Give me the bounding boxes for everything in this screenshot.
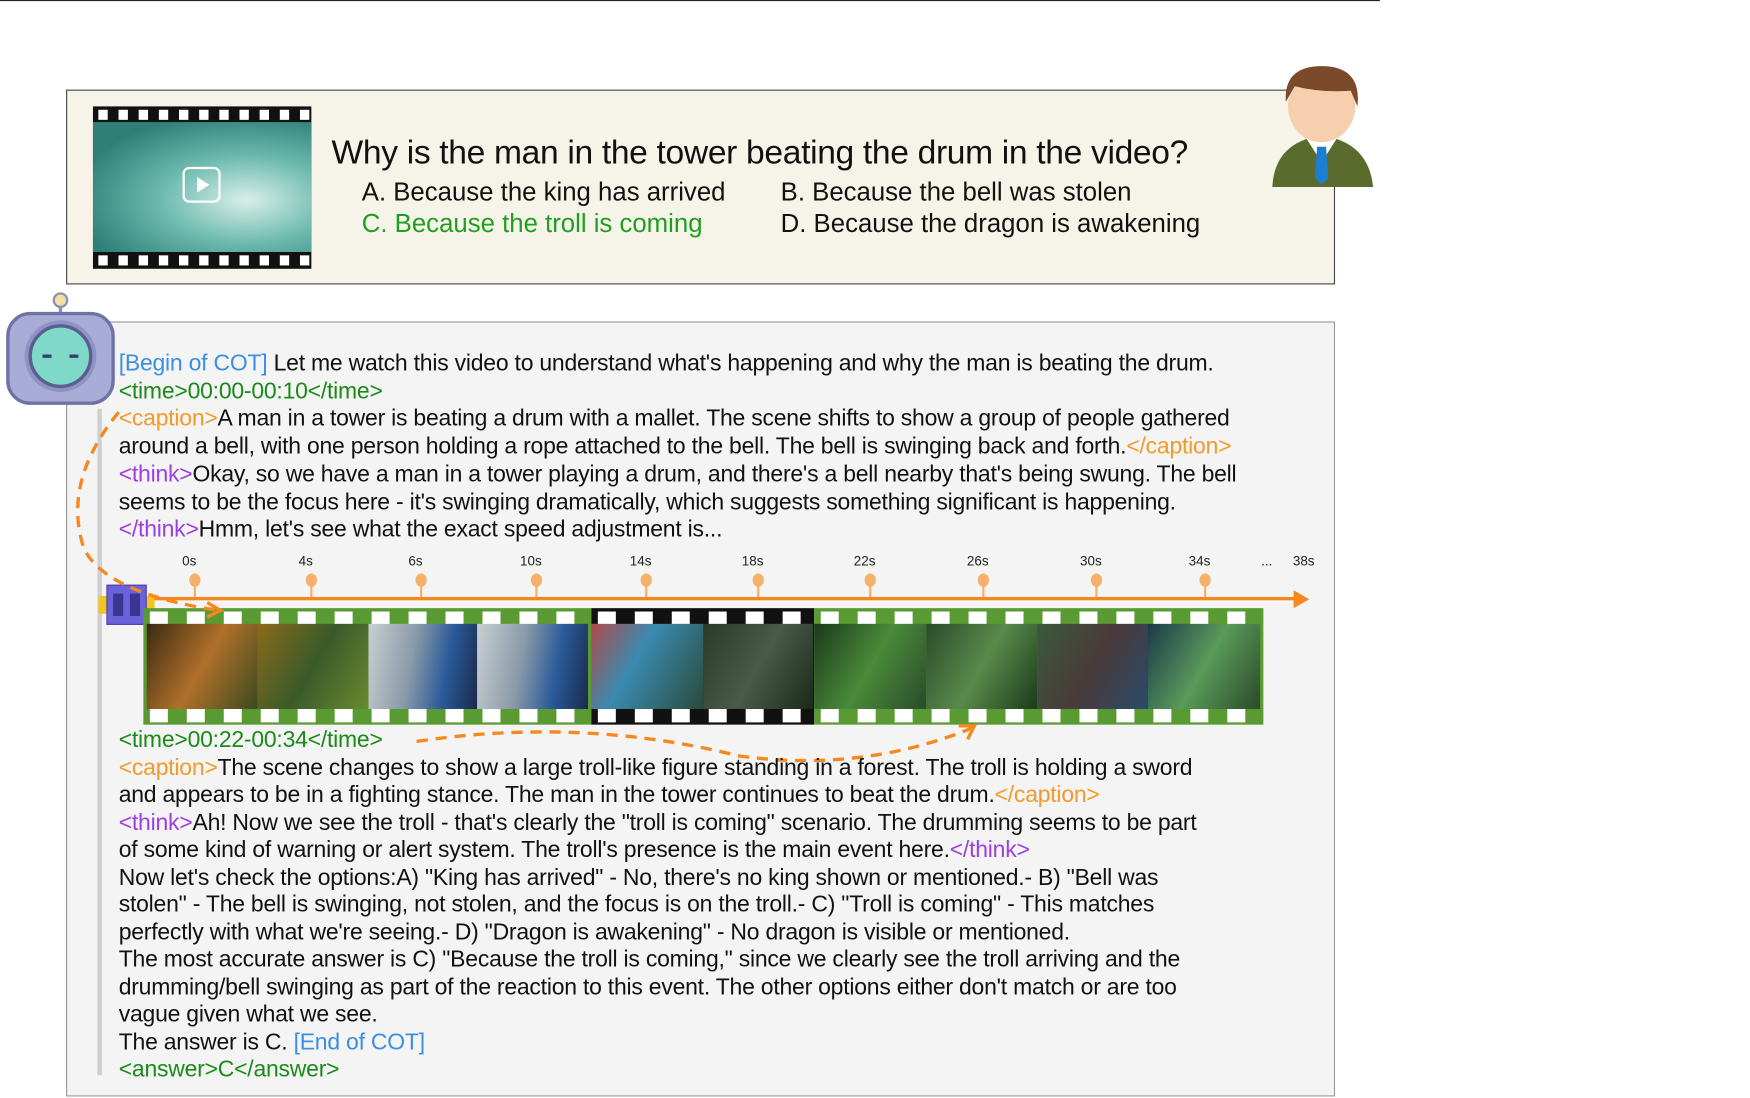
text-segment: seems to be the focus here - it's swinging dramatically, which suggests something significant is happening. bbox=[118, 488, 1176, 515]
timeline-pin-icon bbox=[757, 573, 759, 598]
text-segment: </think> bbox=[949, 836, 1030, 863]
question-text: Why is the man in the tower beating the drum in the video? bbox=[331, 134, 1188, 172]
text-segment: perfectly with what we're seeing.- D) "Dragon is awakening" - No dragon is visible or mentioned. bbox=[118, 918, 1070, 945]
video-frame bbox=[147, 624, 258, 709]
text-segment: <caption> bbox=[118, 754, 218, 781]
timeline-tick-label: 38s bbox=[1292, 553, 1315, 569]
film-holes bbox=[93, 110, 311, 120]
reasoning-line bbox=[119, 461, 1237, 488]
text-segment: <think> bbox=[118, 809, 193, 835]
text-segment: Ah! Now we see the troll - that's clearly the "troll is coming" scenario. The drumming seems to be part bbox=[192, 809, 1197, 835]
text-segment: [Begin of COT] bbox=[118, 350, 268, 377]
text-segment: and appears to be in a fighting stance. The man in the tower continues to beat the drum. bbox=[118, 781, 995, 808]
timeline-pin-icon bbox=[420, 573, 422, 598]
reasoning-line bbox=[119, 517, 723, 544]
timeline-axis bbox=[151, 597, 1296, 600]
text-segment: [End of COT] bbox=[293, 1028, 425, 1055]
reasoning-line bbox=[119, 378, 383, 405]
timeline-pin-icon bbox=[1204, 573, 1206, 598]
text-segment: </caption> bbox=[994, 781, 1100, 808]
timeline-tick-label: ... bbox=[1261, 553, 1273, 569]
reasoning-line bbox=[119, 351, 1214, 378]
video-frame bbox=[368, 624, 477, 709]
reasoning-line bbox=[119, 727, 383, 754]
reasoning-line bbox=[119, 406, 1230, 433]
text-segment: Hmm, let's see what the exact speed adjustment is... bbox=[198, 516, 723, 543]
timeline-tick-label: 30s bbox=[1080, 553, 1102, 569]
reasoning-line bbox=[119, 946, 1180, 973]
option-d: D. Because the dragon is awakening bbox=[780, 208, 1201, 238]
robot-avatar-icon bbox=[4, 289, 116, 408]
video-thumbnail[interactable] bbox=[93, 106, 311, 268]
text-segment: <think> bbox=[118, 461, 193, 487]
video-frame bbox=[703, 624, 813, 709]
text-segment: <time>00:00-00:10</time> bbox=[118, 378, 383, 404]
text-segment: drumming/bell swinging as part of the reaction to this event. The other options either don't match or are too bbox=[118, 973, 1177, 1000]
text-segment: stolen" - The bell is swinging, not stolen, and the focus is on the troll.- C) "Troll is coming" - This matches bbox=[118, 891, 1155, 918]
video-frame bbox=[258, 624, 369, 709]
video-frame bbox=[926, 624, 1037, 709]
timeline-tick-label: 22s bbox=[853, 553, 876, 569]
reasoning-line bbox=[119, 489, 1176, 516]
reasoning-line bbox=[119, 1056, 340, 1083]
text-segment: The most accurate answer is C) "Because the troll is coming," since we clearly see the troll arriving and the bbox=[118, 946, 1180, 973]
timeline-tick-label: 6s bbox=[408, 553, 423, 569]
video-frame bbox=[477, 624, 588, 709]
timeline-pin-icon bbox=[869, 573, 871, 598]
text-segment: Let me watch this video to understand what's happening and why the man is beating the drum. bbox=[267, 350, 1214, 377]
text-segment: </caption> bbox=[1126, 433, 1232, 460]
timeline-tick-label: 34s bbox=[1188, 553, 1211, 569]
text-segment: <answer>C</answer> bbox=[118, 1056, 340, 1082]
text-segment: <time>00:22-00:34</time> bbox=[118, 726, 383, 753]
text-segment: around a bell, with one person holding a rope attached to the bell. The bell is swinging back and forth. bbox=[118, 433, 1127, 460]
option-a: A. Because the king has arrived bbox=[361, 176, 726, 207]
text-segment: The scene changes to show a large troll-like figure standing in a forest. The troll is holding a sword bbox=[217, 754, 1193, 781]
text-segment: of some kind of warning or alert system. The troll's presence is the main event here. bbox=[118, 836, 950, 863]
timeline-tick-label: 14s bbox=[629, 553, 652, 569]
video-frame bbox=[591, 624, 703, 709]
reasoning-line bbox=[119, 837, 1030, 864]
timeline-tick-label: 10s bbox=[520, 553, 542, 569]
reasoning-line bbox=[119, 754, 1193, 781]
video-frame bbox=[1037, 624, 1148, 709]
top-rule bbox=[0, 0, 1380, 1]
video-frame bbox=[814, 624, 926, 709]
timeline-pin-icon bbox=[645, 573, 647, 598]
text-segment: Now let's check the options:A) "King has arrived" - No, there's no king shown or mentioned.- B) "Bell was bbox=[118, 864, 1159, 890]
film-holes bbox=[93, 255, 311, 265]
timeline-arrow-icon bbox=[1294, 590, 1310, 608]
reasoning-line bbox=[119, 1029, 425, 1056]
reasoning-line bbox=[119, 892, 1154, 919]
option-c-correct: C. Because the troll is coming bbox=[361, 208, 703, 238]
text-segment: Okay, so we have a man in a tower playing a drum, and there's a bell nearby that's being swung. The bell bbox=[192, 461, 1237, 487]
timeline-pin-icon bbox=[982, 573, 984, 598]
timeline-tick-label: 0s bbox=[182, 553, 197, 569]
reasoning-line bbox=[119, 809, 1197, 836]
film-segment-1 bbox=[143, 608, 591, 724]
text-segment: vague given what we see. bbox=[118, 1001, 378, 1028]
reasoning-line bbox=[119, 919, 1070, 946]
film-segment-2 bbox=[591, 608, 814, 724]
play-icon[interactable] bbox=[183, 167, 221, 203]
reasoning-line bbox=[119, 974, 1177, 1001]
reasoning-line bbox=[119, 1001, 378, 1028]
timeline-pin-icon bbox=[310, 573, 312, 598]
reasoning-line bbox=[119, 864, 1159, 891]
timeline-pin-icon bbox=[1095, 573, 1097, 598]
timeline-tick-label: 18s bbox=[741, 553, 764, 569]
reasoning-line bbox=[119, 782, 1100, 809]
timeline-tick-label: 4s bbox=[298, 553, 313, 569]
timeline-tick-label: 26s bbox=[966, 553, 989, 569]
video-frame bbox=[1148, 624, 1260, 709]
timeline-pin-icon bbox=[194, 573, 196, 598]
text-segment: A man in a tower is beating a drum with a mallet. The scene shifts to show a group of people gathered bbox=[217, 405, 1230, 432]
text-segment: </think> bbox=[118, 516, 199, 543]
vertical-guide bbox=[97, 409, 101, 1075]
film-segment-3 bbox=[814, 608, 1263, 724]
option-b: B. Because the bell was stolen bbox=[780, 176, 1132, 207]
timeline-pin-icon bbox=[535, 573, 537, 598]
text-segment: <caption> bbox=[118, 405, 218, 432]
user-avatar-icon bbox=[1266, 62, 1378, 187]
text-segment: The answer is C. bbox=[118, 1028, 294, 1055]
reasoning-line bbox=[119, 434, 1232, 461]
